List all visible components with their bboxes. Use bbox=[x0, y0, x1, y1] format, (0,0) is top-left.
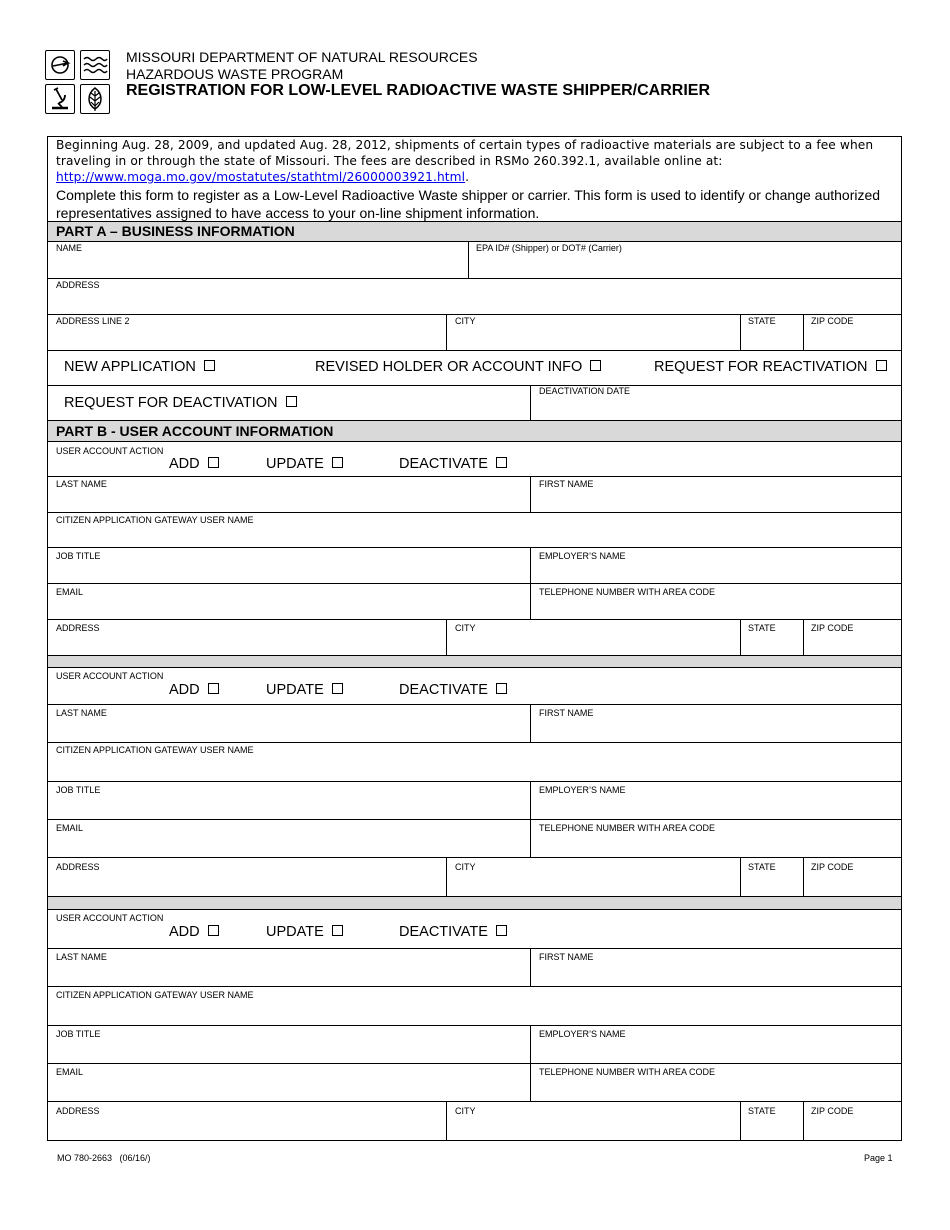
user1-add-label: ADD bbox=[169, 456, 200, 472]
statute-link[interactable]: http://www.moga.mo.gov/mostatutes/stathtml/26000003921.html bbox=[56, 170, 466, 184]
rule bbox=[47, 1101, 902, 1102]
user1-deactivate-checkbox[interactable] bbox=[496, 457, 507, 468]
user2-gateway-label: CITIZEN APPLICATION GATEWAY USER NAME bbox=[56, 745, 254, 755]
rule bbox=[47, 1025, 902, 1026]
revised-info-checkbox[interactable] bbox=[590, 360, 601, 371]
rule bbox=[47, 1063, 902, 1064]
user1-job-title-label: JOB TITLE bbox=[56, 551, 101, 561]
divider bbox=[446, 314, 447, 351]
user3-add-option[interactable] bbox=[169, 924, 219, 941]
new-application-option[interactable] bbox=[64, 359, 215, 376]
user2-employer-label: EMPLOYER’S NAME bbox=[539, 785, 626, 795]
user3-telephone-label: TELEPHONE NUMBER WITH AREA CODE bbox=[539, 1067, 716, 1077]
user1-email-label: EMAIL bbox=[56, 587, 84, 597]
rule bbox=[47, 278, 902, 279]
user2-action-label: USER ACCOUNT ACTION bbox=[56, 671, 164, 681]
rule bbox=[47, 742, 902, 743]
new-application-label: NEW APPLICATION bbox=[64, 359, 196, 375]
user2-deactivate-option[interactable] bbox=[399, 682, 507, 699]
user3-add-label: ADD bbox=[169, 924, 200, 940]
user3-add-checkbox[interactable] bbox=[208, 925, 219, 936]
rule bbox=[47, 441, 902, 442]
user2-update-label: UPDATE bbox=[266, 682, 324, 698]
user2-state-label: STATE bbox=[748, 862, 776, 872]
rule bbox=[47, 948, 902, 949]
rule bbox=[47, 241, 902, 242]
user3-state-label: STATE bbox=[748, 1106, 776, 1116]
user3-update-checkbox[interactable] bbox=[332, 925, 343, 936]
user3-deactivate-label: DEACTIVATE bbox=[399, 924, 488, 940]
rule bbox=[47, 385, 902, 386]
reactivation-option[interactable] bbox=[654, 359, 887, 376]
deactivation-checkbox[interactable] bbox=[286, 396, 297, 407]
user3-city-label: CITY bbox=[455, 1106, 476, 1116]
user1-update-label: UPDATE bbox=[266, 456, 324, 472]
business-state-label: STATE bbox=[748, 316, 776, 326]
user1-last-name-label: LAST NAME bbox=[56, 479, 107, 489]
divider bbox=[446, 619, 447, 656]
rule bbox=[47, 512, 902, 513]
user1-update-option[interactable] bbox=[266, 456, 343, 473]
divider bbox=[803, 857, 804, 897]
divider bbox=[446, 1101, 447, 1140]
business-city-label: CITY bbox=[455, 316, 476, 326]
rule bbox=[47, 781, 902, 782]
business-address2-label: ADDRESS LINE 2 bbox=[56, 316, 130, 326]
divider bbox=[803, 619, 804, 656]
user3-employer-label: EMPLOYER’S NAME bbox=[539, 1029, 626, 1039]
user2-add-option[interactable] bbox=[169, 682, 219, 699]
user1-gateway-label: CITIZEN APPLICATION GATEWAY USER NAME bbox=[56, 515, 254, 525]
block-separator bbox=[48, 897, 901, 909]
divider bbox=[740, 619, 741, 656]
revised-info-option[interactable] bbox=[315, 359, 601, 376]
divider bbox=[740, 314, 741, 351]
deactivation-label: REQUEST FOR DEACTIVATION bbox=[64, 395, 278, 411]
user2-city-label: CITY bbox=[455, 862, 476, 872]
fee-notice-text: Beginning Aug. 28, 2009, and updated Aug. 28, 2012, shipments of certain types of radioactive materials are subject to a fee when traveling in or through the state of Missouri. The fees are described in RSMo 260.392.1, available online at: bbox=[56, 138, 874, 168]
user3-action-label: USER ACCOUNT ACTION bbox=[56, 913, 164, 923]
page-number: Page 1 bbox=[864, 1153, 893, 1163]
epa-id-label: EPA ID# (Shipper) or DOT# (Carrier) bbox=[476, 243, 622, 253]
user2-last-name-label: LAST NAME bbox=[56, 708, 107, 718]
leaf-icon bbox=[80, 84, 110, 114]
business-zip-label: ZIP CODE bbox=[811, 316, 854, 326]
reactivation-label: REQUEST FOR REACTIVATION bbox=[654, 359, 868, 375]
user3-first-name-label: FIRST NAME bbox=[539, 952, 594, 962]
user2-add-checkbox[interactable] bbox=[208, 683, 219, 694]
rule bbox=[47, 667, 902, 668]
fee-notice bbox=[56, 137, 896, 185]
user2-update-checkbox[interactable] bbox=[332, 683, 343, 694]
intro-text bbox=[56, 137, 896, 222]
page-title: REGISTRATION FOR LOW-LEVEL RADIOACTIVE WASTE SHIPPER/CARRIER bbox=[126, 82, 710, 99]
user2-deactivate-checkbox[interactable] bbox=[496, 683, 507, 694]
user2-address-label: ADDRESS bbox=[56, 862, 100, 872]
user1-update-checkbox[interactable] bbox=[332, 457, 343, 468]
user2-job-title-label: JOB TITLE bbox=[56, 785, 101, 795]
user2-first-name-label: FIRST NAME bbox=[539, 708, 594, 718]
rule bbox=[47, 350, 902, 351]
user3-last-name-label: LAST NAME bbox=[56, 952, 107, 962]
user1-add-checkbox[interactable] bbox=[208, 457, 219, 468]
program-name: HAZARDOUS WASTE PROGRAM bbox=[126, 66, 344, 82]
microscope-icon bbox=[45, 84, 75, 114]
air-icon bbox=[45, 50, 75, 80]
dnr-logo bbox=[45, 50, 113, 116]
part-b-heading: PART B - USER ACCOUNT INFORMATION bbox=[48, 421, 901, 441]
revised-info-label: REVISED HOLDER OR ACCOUNT INFO bbox=[315, 359, 583, 375]
divider bbox=[803, 1101, 804, 1140]
user2-telephone-label: TELEPHONE NUMBER WITH AREA CODE bbox=[539, 823, 716, 833]
rule bbox=[47, 819, 902, 820]
user2-zip-label: ZIP CODE bbox=[811, 862, 854, 872]
water-icon bbox=[80, 50, 110, 80]
divider bbox=[530, 948, 531, 987]
user1-employer-label: EMPLOYER’S NAME bbox=[539, 551, 626, 561]
user3-update-option[interactable] bbox=[266, 924, 343, 941]
user3-deactivate-option[interactable] bbox=[399, 924, 507, 941]
user1-city-label: CITY bbox=[455, 623, 476, 633]
user1-state-label: STATE bbox=[748, 623, 776, 633]
business-address-label: ADDRESS bbox=[56, 280, 100, 290]
user3-gateway-label: CITIZEN APPLICATION GATEWAY USER NAME bbox=[56, 990, 254, 1000]
divider bbox=[740, 857, 741, 897]
user3-update-label: UPDATE bbox=[266, 924, 324, 940]
user3-job-title-label: JOB TITLE bbox=[56, 1029, 101, 1039]
divider bbox=[740, 1101, 741, 1140]
block-separator bbox=[48, 656, 901, 667]
divider bbox=[530, 385, 531, 421]
user3-deactivate-checkbox[interactable] bbox=[496, 925, 507, 936]
user1-action-label: USER ACCOUNT ACTION bbox=[56, 446, 164, 456]
user2-email-label: EMAIL bbox=[56, 823, 84, 833]
rule bbox=[47, 986, 902, 987]
form-purpose: Complete this form to register as a Low-Level Radioactive Waste shipper or carrier. This form is used to identify or change authorized representatives assigned to have access to your on-line shipment information. bbox=[56, 187, 881, 221]
form-number: MO 780-2663 (06/16/) bbox=[57, 1153, 151, 1163]
user2-update-option[interactable] bbox=[266, 682, 343, 699]
deactivation-date-label: DEACTIVATION DATE bbox=[539, 386, 631, 396]
rule bbox=[47, 909, 902, 910]
divider bbox=[803, 314, 804, 351]
user1-add-option[interactable] bbox=[169, 456, 219, 473]
divider bbox=[446, 857, 447, 897]
user3-email-label: EMAIL bbox=[56, 1067, 84, 1077]
divider bbox=[468, 241, 469, 279]
new-application-checkbox[interactable] bbox=[204, 360, 215, 371]
user2-add-label: ADD bbox=[169, 682, 200, 698]
user1-deactivate-label: DEACTIVATE bbox=[399, 456, 488, 472]
part-a-heading: PART A – BUSINESS INFORMATION bbox=[48, 222, 901, 241]
business-name-label: NAME bbox=[56, 243, 83, 253]
rule bbox=[47, 619, 902, 620]
reactivation-checkbox[interactable] bbox=[876, 360, 887, 371]
agency-name: MISSOURI DEPARTMENT OF NATURAL RESOURCES bbox=[126, 49, 478, 65]
rule bbox=[47, 476, 902, 477]
user3-zip-label: ZIP CODE bbox=[811, 1106, 854, 1116]
user1-address-label: ADDRESS bbox=[56, 623, 100, 633]
deactivation-option[interactable] bbox=[64, 395, 297, 412]
rule bbox=[47, 314, 902, 315]
user1-telephone-label: TELEPHONE NUMBER WITH AREA CODE bbox=[539, 587, 716, 597]
link-suffix: . bbox=[465, 170, 470, 184]
user1-deactivate-option[interactable] bbox=[399, 456, 507, 473]
rule bbox=[47, 857, 902, 858]
divider bbox=[530, 704, 531, 743]
user3-address-label: ADDRESS bbox=[56, 1106, 100, 1116]
divider bbox=[530, 476, 531, 513]
rule bbox=[47, 704, 902, 705]
user1-first-name-label: FIRST NAME bbox=[539, 479, 594, 489]
rule bbox=[47, 583, 902, 584]
rule bbox=[47, 547, 902, 548]
user1-zip-label: ZIP CODE bbox=[811, 623, 854, 633]
user2-deactivate-label: DEACTIVATE bbox=[399, 682, 488, 698]
